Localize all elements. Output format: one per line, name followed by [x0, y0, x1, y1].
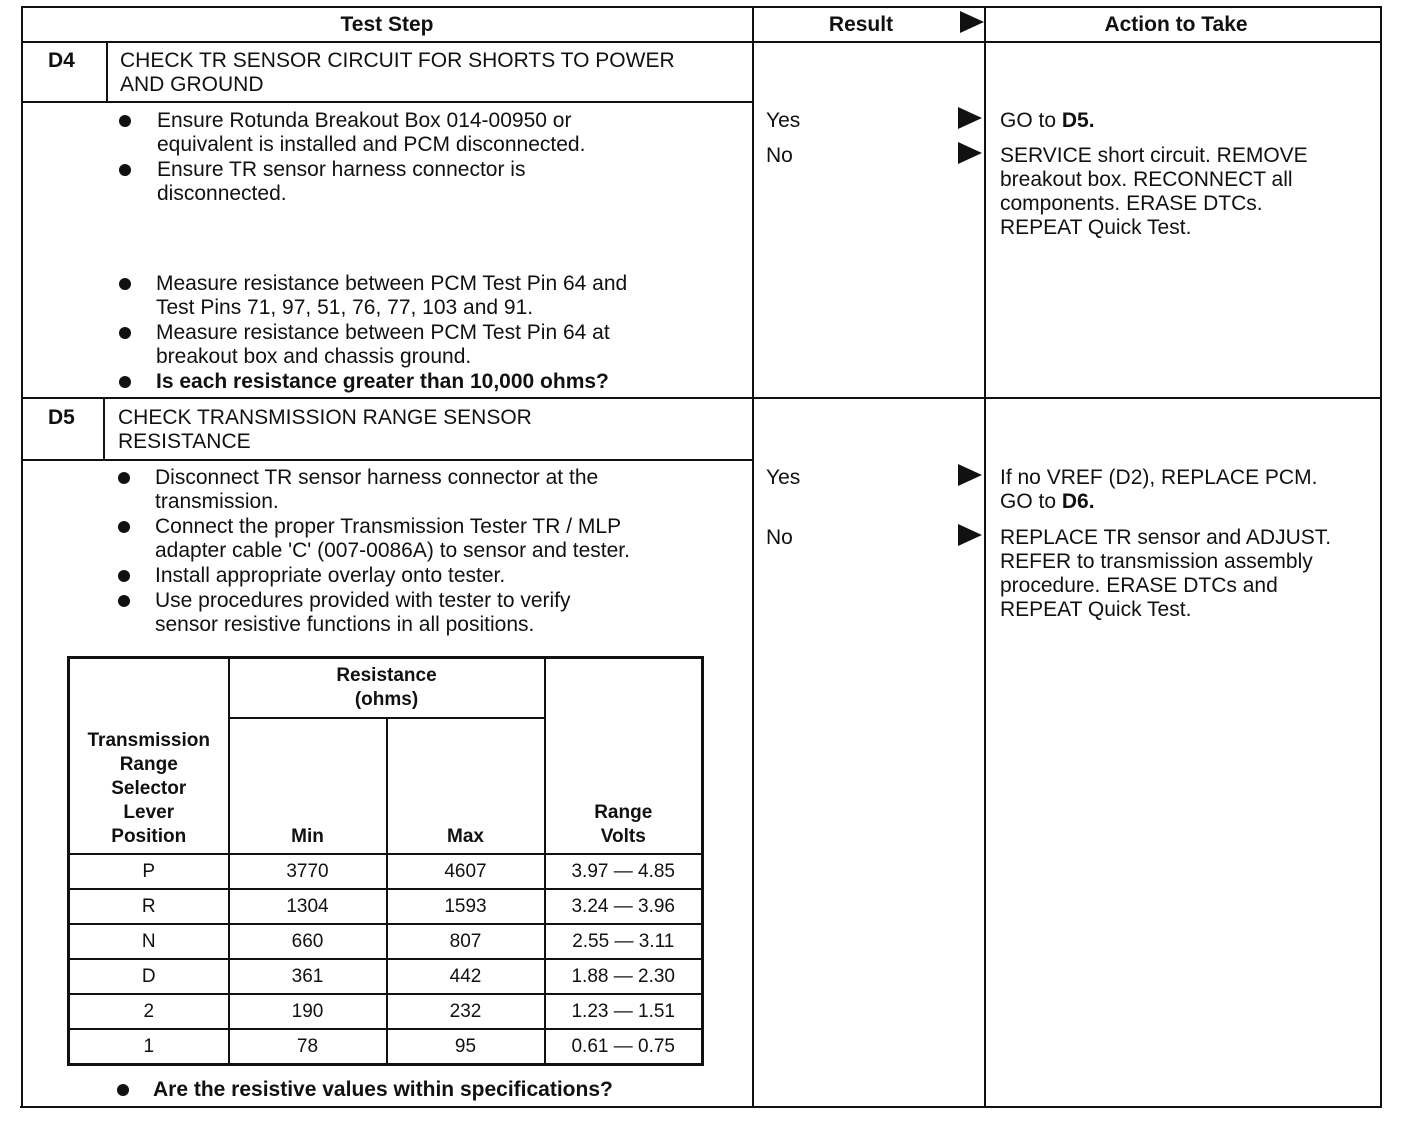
cell-volts: 0.61 — 0.75	[545, 1029, 703, 1065]
d5-bullet-1-line2: transmission.	[155, 490, 279, 513]
d4-bullet-4-line1: Measure resistance between PCM Test Pin 64 at	[156, 321, 610, 344]
col-header-max: Max	[387, 718, 545, 854]
table-row	[69, 1029, 703, 1065]
cell-pos: 1	[69, 1029, 229, 1065]
d5-action-yes-line1: If no VREF (D2), REPLACE PCM.	[1000, 466, 1318, 489]
row-divider-d4-d5	[22, 397, 1382, 399]
d5-title-line1: CHECK TRANSMISSION RANGE SENSOR	[118, 406, 532, 429]
d5-id-divider	[103, 398, 105, 460]
bullet-icon	[118, 521, 130, 533]
cell-min: 660	[229, 924, 387, 959]
d5-action-no-line1: REPLACE TR sensor and ADJUST.	[1000, 526, 1332, 549]
d4-title-bottom	[22, 101, 753, 103]
table-row	[69, 854, 703, 889]
col-header-min: Min	[229, 718, 387, 854]
d5-step-id: D5	[48, 406, 75, 429]
header-test-step: Test Step	[340, 13, 434, 36]
d5-bullet-2-line2: adapter cable 'C' (007-0086A) to sensor and tester.	[155, 539, 630, 562]
bullet-icon	[118, 570, 130, 582]
d5-action-yes-ref: D6.	[1061, 490, 1095, 513]
cell-min: 361	[229, 959, 387, 994]
cell-min: 190	[229, 994, 387, 1029]
d4-bullet-3-line1: Measure resistance between PCM Test Pin 64 and	[156, 272, 628, 295]
header-arrow-icon	[960, 11, 984, 33]
d5-action-no-line4: REPEAT Quick Test.	[1000, 598, 1192, 621]
table-row	[69, 889, 703, 924]
d4-result-yes: Yes	[766, 109, 801, 132]
table-row	[69, 994, 703, 1029]
cell-min: 1304	[229, 889, 387, 924]
d5-bullet-4-line1: Use procedures provided with tester to verify	[155, 589, 571, 612]
cell-max: 1593	[387, 889, 545, 924]
d5-action-no-line2: REFER to transmission assembly	[1000, 550, 1313, 573]
bullet-icon	[119, 115, 131, 127]
bullet-icon	[119, 327, 131, 339]
table-border-bottom	[20, 1106, 1382, 1108]
d5-action-yes-text: GO to	[1000, 490, 1062, 513]
d4-action-no-line3: components. ERASE DTCs.	[1000, 192, 1263, 215]
cell-pos: R	[69, 889, 229, 924]
cell-volts: 1.23 — 1.51	[545, 994, 703, 1029]
d5-bullet-2-line1: Connect the proper Transmission Tester TR / MLP	[155, 515, 622, 538]
cell-max: 4607	[387, 854, 545, 889]
cell-volts: 3.97 — 4.85	[545, 854, 703, 889]
col-position-line2: Range	[119, 754, 178, 775]
column-divider-step-result	[752, 6, 754, 1108]
range-volts-line2: Volts	[600, 826, 646, 847]
d5-title-line2: RESISTANCE	[118, 430, 251, 453]
d5-yes-arrow-icon	[958, 464, 982, 486]
d5-title-bottom	[22, 459, 753, 461]
bullet-icon	[118, 595, 130, 607]
range-volts-line1: Range	[594, 802, 653, 823]
col-position-line1: Transmission	[87, 730, 210, 751]
bullet-icon	[119, 164, 131, 176]
column-divider-result-action	[984, 6, 986, 1108]
d5-action-no-line3: procedure. ERASE DTCs and	[1000, 574, 1278, 597]
resistance-header-line1: Resistance	[336, 665, 437, 686]
d4-id-divider	[106, 42, 108, 102]
d5-bullet-4-line2: sensor resistive functions in all positions.	[155, 613, 535, 636]
d4-bullet-1-line2: equivalent is installed and PCM disconnected.	[157, 133, 586, 156]
bullet-icon	[118, 472, 130, 484]
d4-action-yes	[1000, 109, 1095, 133]
col-position-line5: Position	[111, 826, 187, 847]
cell-max: 442	[387, 959, 545, 994]
d4-yes-arrow-icon	[958, 107, 982, 129]
d4-step-id: D4	[48, 49, 75, 72]
bullet-icon	[119, 278, 131, 290]
col-position-line4: Lever	[123, 802, 175, 823]
d4-bullet-2-line2: disconnected.	[157, 182, 287, 205]
cell-volts: 1.88 — 2.30	[545, 959, 703, 994]
cell-min: 78	[229, 1029, 387, 1065]
d5-bullet-1-line1: Disconnect TR sensor harness connector at the	[155, 466, 599, 489]
d5-question: Are the resistive values within specifications?	[153, 1078, 613, 1101]
col-header-range-volts	[545, 658, 703, 855]
cell-min: 3770	[229, 854, 387, 889]
cell-max: 807	[387, 924, 545, 959]
table-border-left	[21, 6, 23, 1108]
resistance-spec-table	[67, 656, 704, 1066]
cell-max: 95	[387, 1029, 545, 1065]
d4-action-yes-text: GO to	[1000, 109, 1062, 132]
d4-title-line2: AND GROUND	[120, 73, 264, 96]
d4-result-no: No	[766, 144, 793, 167]
d4-bullet-2-line1: Ensure TR sensor harness connector is	[157, 158, 526, 181]
d5-result-yes: Yes	[766, 466, 801, 489]
d5-no-arrow-icon	[958, 524, 982, 546]
resistance-header-line2: (ohms)	[354, 689, 419, 710]
d4-no-arrow-icon	[958, 142, 982, 164]
cell-pos: 2	[69, 994, 229, 1029]
d4-question: Is each resistance greater than 10,000 ohms?	[156, 370, 609, 393]
cell-volts: 3.24 — 3.96	[545, 889, 703, 924]
header-divider	[22, 41, 1382, 43]
table-row	[69, 924, 703, 959]
table-border-top	[22, 6, 1382, 8]
table-border-right	[1380, 6, 1382, 1108]
cell-volts: 2.55 — 3.11	[545, 924, 703, 959]
col-header-position	[69, 658, 229, 855]
cell-pos: P	[69, 854, 229, 889]
d4-action-no-line2: breakout box. RECONNECT all	[1000, 168, 1293, 191]
d5-bullet-3: Install appropriate overlay onto tester.	[155, 564, 506, 587]
d5-result-no: No	[766, 526, 793, 549]
cell-max: 232	[387, 994, 545, 1029]
header-action: Action to Take	[1104, 13, 1248, 36]
col-header-resistance	[229, 658, 545, 719]
bullet-icon	[119, 376, 131, 388]
cell-pos: D	[69, 959, 229, 994]
d4-title-line1: CHECK TR SENSOR CIRCUIT FOR SHORTS TO POWER	[120, 49, 675, 72]
cell-pos: N	[69, 924, 229, 959]
table-row	[69, 959, 703, 994]
header-result: Result	[828, 13, 894, 36]
col-position-line3: Selector	[111, 778, 187, 799]
d4-bullet-3-line2: Test Pins 71, 97, 51, 76, 77, 103 and 91.	[156, 296, 534, 319]
d4-action-no-line4: REPEAT Quick Test.	[1000, 216, 1192, 239]
d4-action-no-line1: SERVICE short circuit. REMOVE	[1000, 144, 1308, 167]
d4-bullet-4-line2: breakout box and chassis ground.	[156, 345, 472, 368]
d4-bullet-1-line1: Ensure Rotunda Breakout Box 014-00950 or	[157, 109, 572, 132]
d5-action-yes-line2	[1000, 490, 1095, 514]
bullet-icon	[117, 1084, 129, 1096]
d4-action-yes-ref: D5.	[1061, 109, 1095, 132]
